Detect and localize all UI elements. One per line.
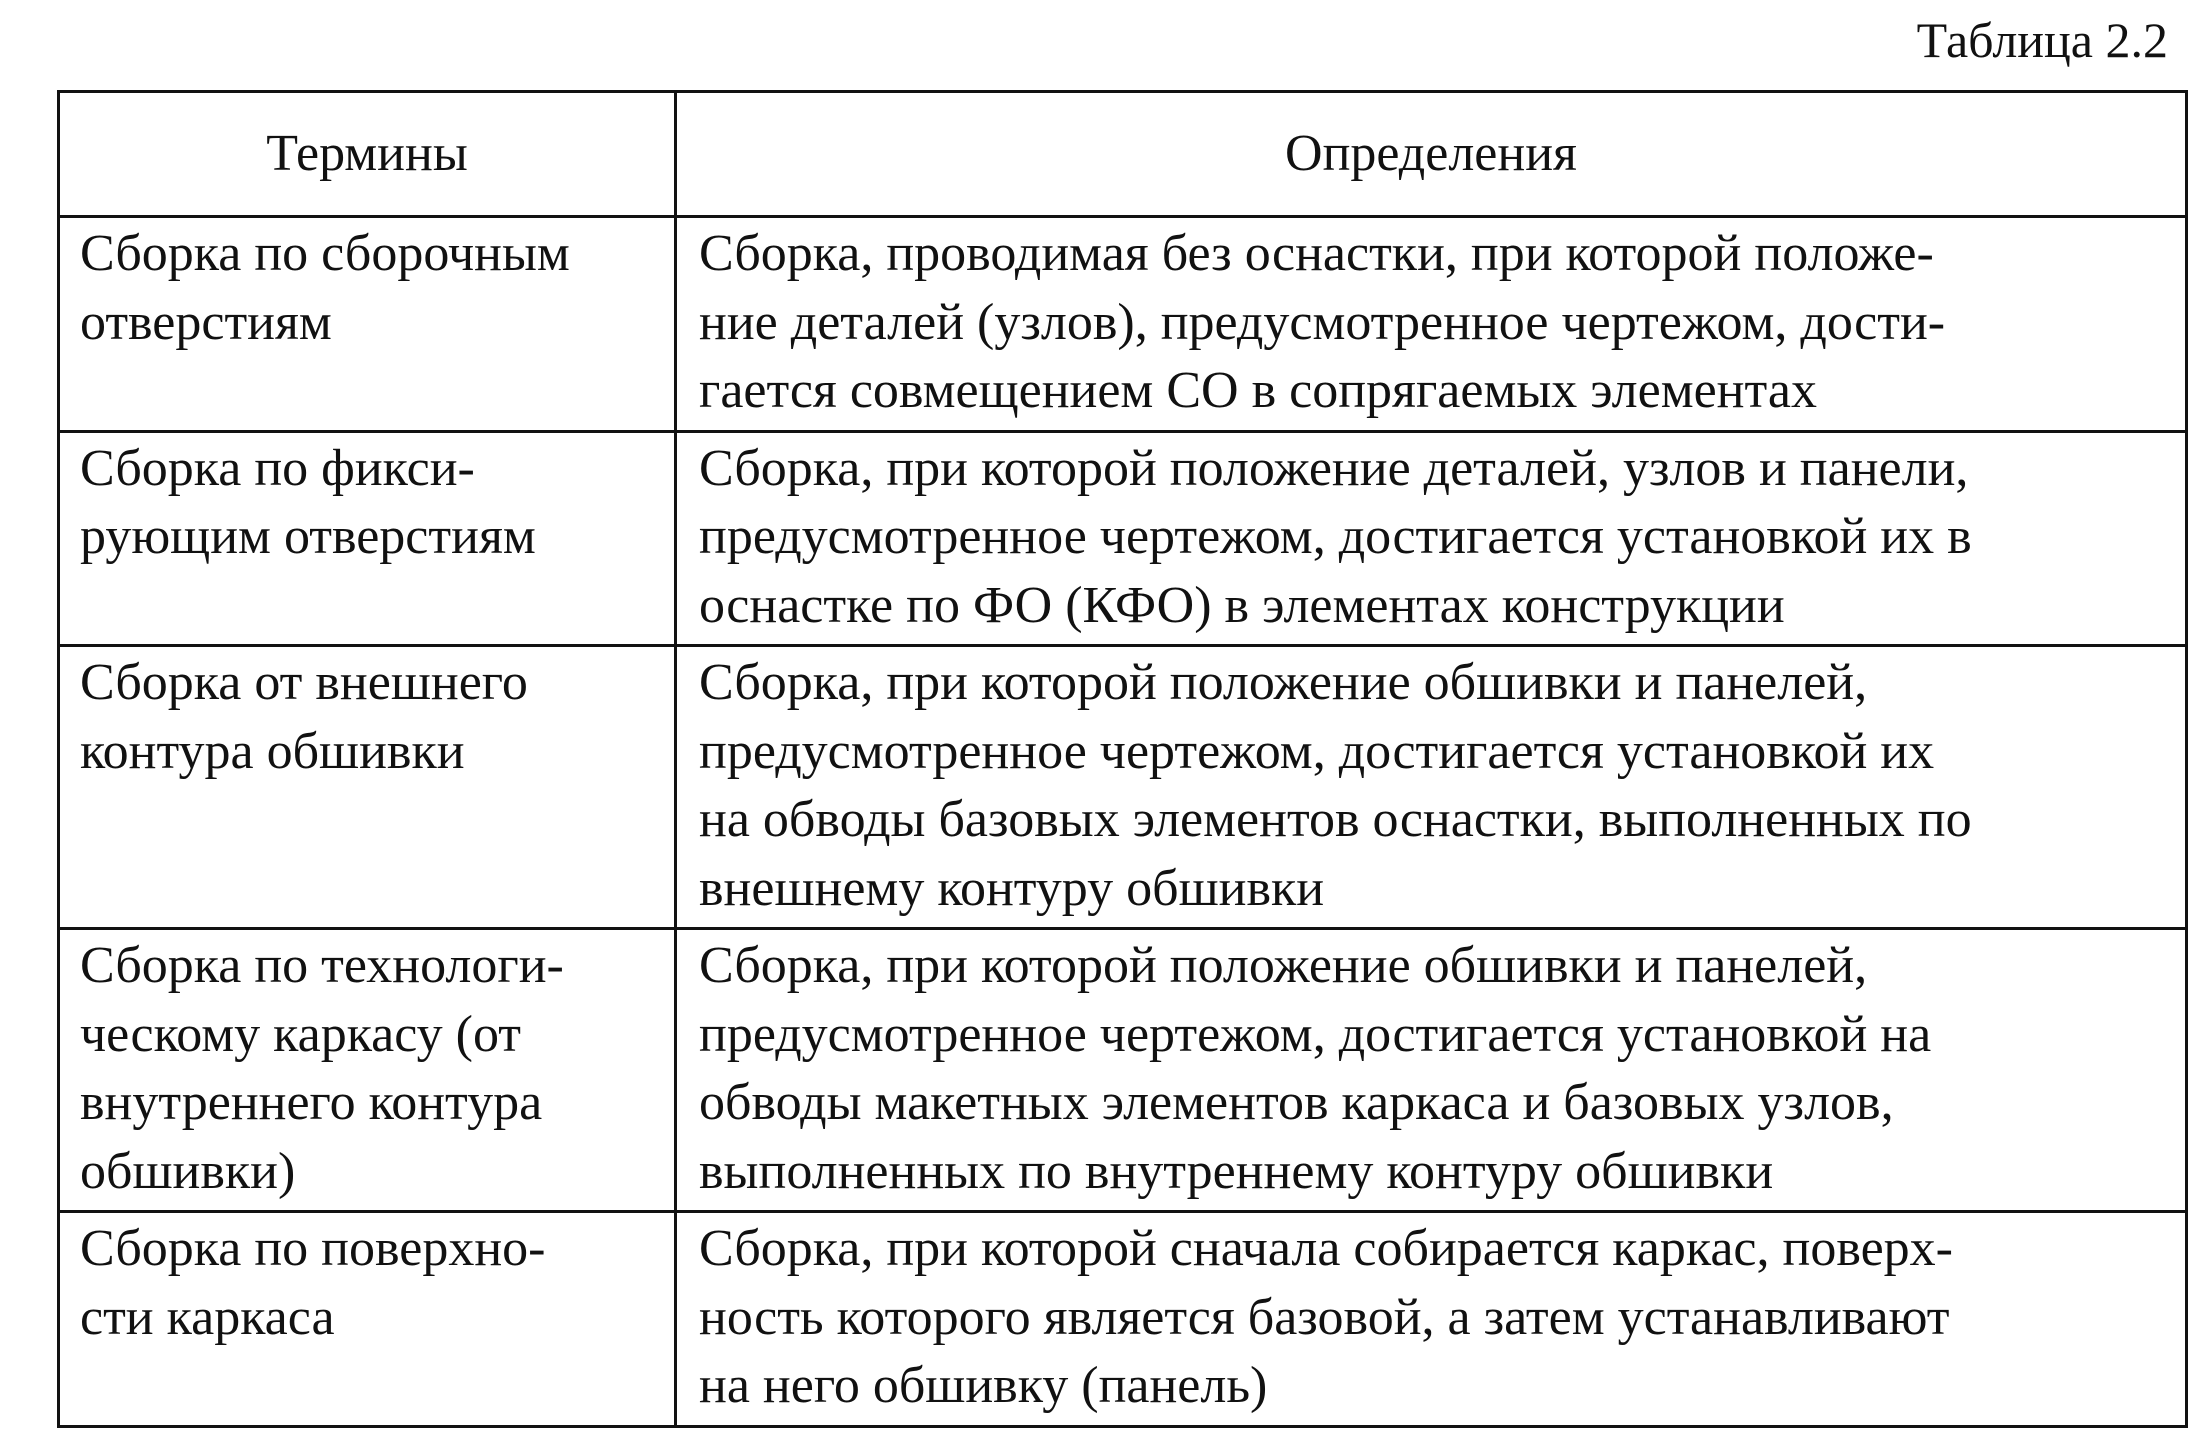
definition-line: предусмотренное чертежом, достигается установкой на xyxy=(699,1005,1932,1063)
term-line: Сборка по поверхно- xyxy=(80,1220,546,1277)
header-definitions: Определения xyxy=(676,92,2187,217)
term-line: Сборка от внешнего xyxy=(80,654,528,711)
table-row xyxy=(59,646,2187,929)
term-line: сти каркаса xyxy=(80,1288,335,1346)
term-line: Сборка по сборочным xyxy=(80,225,570,282)
definition-line: внешнему контуру обшивки xyxy=(699,859,1325,917)
term-cell xyxy=(59,217,676,432)
definition-line: ние деталей (узлов), предусмотренное чертежом, дости- xyxy=(699,293,1946,351)
table-row xyxy=(59,1212,2187,1427)
term-line: обшивки) xyxy=(80,1142,296,1200)
term-line: ческому каркасу (от xyxy=(80,1005,522,1063)
definition-line: гается совмещением СО в сопрягаемых элементах xyxy=(699,362,1817,419)
definition-line: выполненных по внутреннему контуру обшивки xyxy=(699,1142,1774,1200)
term-cell xyxy=(59,646,676,929)
term-line: отверстиям xyxy=(80,293,332,351)
term-cell xyxy=(59,929,676,1212)
definition-cell xyxy=(676,1212,2187,1427)
term-cell xyxy=(59,1212,676,1427)
definition-line: на обводы базовых элементов оснастки, выполненных по xyxy=(699,791,1972,848)
term-line: рующим отверстиям xyxy=(80,508,536,565)
table-row xyxy=(59,929,2187,1212)
definition-line: предусмотренное чертежом, достигается установкой их в xyxy=(699,508,1972,565)
definition-line: оснастке по ФО (КФО) в элементах конструкции xyxy=(699,576,1785,634)
table-row xyxy=(59,217,2187,432)
definition-cell xyxy=(676,646,2187,929)
term-line: Сборка по фикси- xyxy=(80,439,475,497)
definition-line: предусмотренное чертежом, достигается установкой их xyxy=(699,722,1935,780)
definition-line: на него обшивку (панель) xyxy=(699,1357,1268,1414)
term-cell xyxy=(59,431,676,646)
definition-line: Сборка, при которой положение обшивки и панелей, xyxy=(699,654,1868,711)
definition-line: Сборка, при которой положение обшивки и панелей, xyxy=(699,937,1868,994)
definition-cell xyxy=(676,217,2187,432)
definition-cell xyxy=(676,929,2187,1212)
header-terms: Термины xyxy=(59,92,676,217)
definition-line: ность которого является базовой, а затем устанавливают xyxy=(699,1288,1950,1346)
terms-table xyxy=(57,90,2188,1428)
term-line: Сборка по технологи- xyxy=(80,937,564,994)
definition-line: Сборка, проводимая без оснастки, при которой положе- xyxy=(699,225,1934,282)
table-row xyxy=(59,431,2187,646)
definition-line: Сборка, при которой сначала собирается каркас, поверх- xyxy=(699,1220,1953,1277)
term-line: внутреннего контура xyxy=(80,1074,543,1131)
term-line: контура обшивки xyxy=(80,722,465,780)
table-caption: Таблица 2.2 xyxy=(1916,12,2168,68)
definition-line: Сборка, при которой положение деталей, узлов и панели, xyxy=(699,439,1969,497)
definition-cell xyxy=(676,431,2187,646)
table-header-row xyxy=(59,92,2187,217)
definition-line: обводы макетных элементов каркаса и базовых узлов, xyxy=(699,1074,1894,1131)
